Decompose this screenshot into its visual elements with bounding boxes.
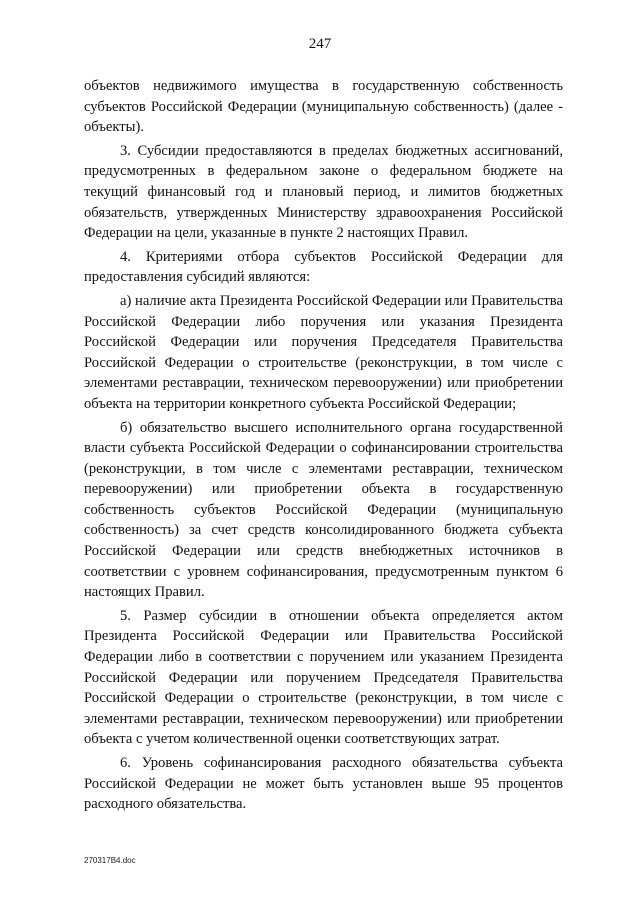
document-body [84, 76, 563, 818]
paragraph-item-5: 5. Размер субсидии в отношении объекта определяется актом Президента Российской Федерации или Правительства Российской Федерации либо в соответствии с поручением или указанием Президента Российской Федерации или поручением Председателя Правительства Российской Федерации о строительстве (реконструкции, в том числе с элементами реставрации, техническом перевооружении) или приобретении объекта с учетом количественной оценки соответствующих затрат. [84, 607, 563, 748]
page-number: 247 [308, 36, 332, 52]
paragraph-continuation: объектов недвижимого имущества в государственную собственность субъектов Российской Федерации (муниципальную собственность) (далее - объекты). [84, 78, 563, 136]
paragraph-item-4: 4. Критериями отбора субъектов Российской Федерации для предоставления субсидий являются: [84, 248, 563, 286]
document-filename: 270317B4.doc [84, 856, 136, 865]
paragraph-item-3: 3. Субсидии предоставляются в пределах бюджетных ассигнований, предусмотренных в федеральном законе о федеральном бюджете на текущий финансовый год и плановый период, и лимитов бюджетных обязательств, утвержденных Министерству здравоохранения Российской Федерации на цели, указанные в пункте 2 настоящих Правил. [84, 142, 563, 242]
paragraph-item-6: 6. Уровень софинансирования расходного обязательства субъекта Российской Федерации не может быть установлен выше 95 процентов расходного обязательства. [84, 755, 563, 813]
paragraph-item-4b: б) обязательство высшего исполнительного органа государственной власти субъекта Российской Федерации о софинансировании строительства (реконструкции, в том числе с элементами реставрации, техническом перевооружении) или приобретении объекта в государственную собственность субъектов Российской Федерации (муниципальную собственность) за счет средств консолидированного бюджета субъекта Российской Федерации или средств внебюджетных источников в соответствии с уровнем софинансирования, предусмотренным пунктом 6 настоящих Правил. [84, 419, 563, 601]
paragraph-item-4a: а) наличие акта Президента Российской Федерации или Правительства Российской Федерации либо поручения или указания Президента Российской Федерации или поручения Председателя Правительства Российской Федерации о строительстве (реконструкции, в том числе с элементами реставрации, техническом перевооружении) или приобретении объекта на территории конкретного субъекта Российской Федерации; [84, 292, 563, 412]
